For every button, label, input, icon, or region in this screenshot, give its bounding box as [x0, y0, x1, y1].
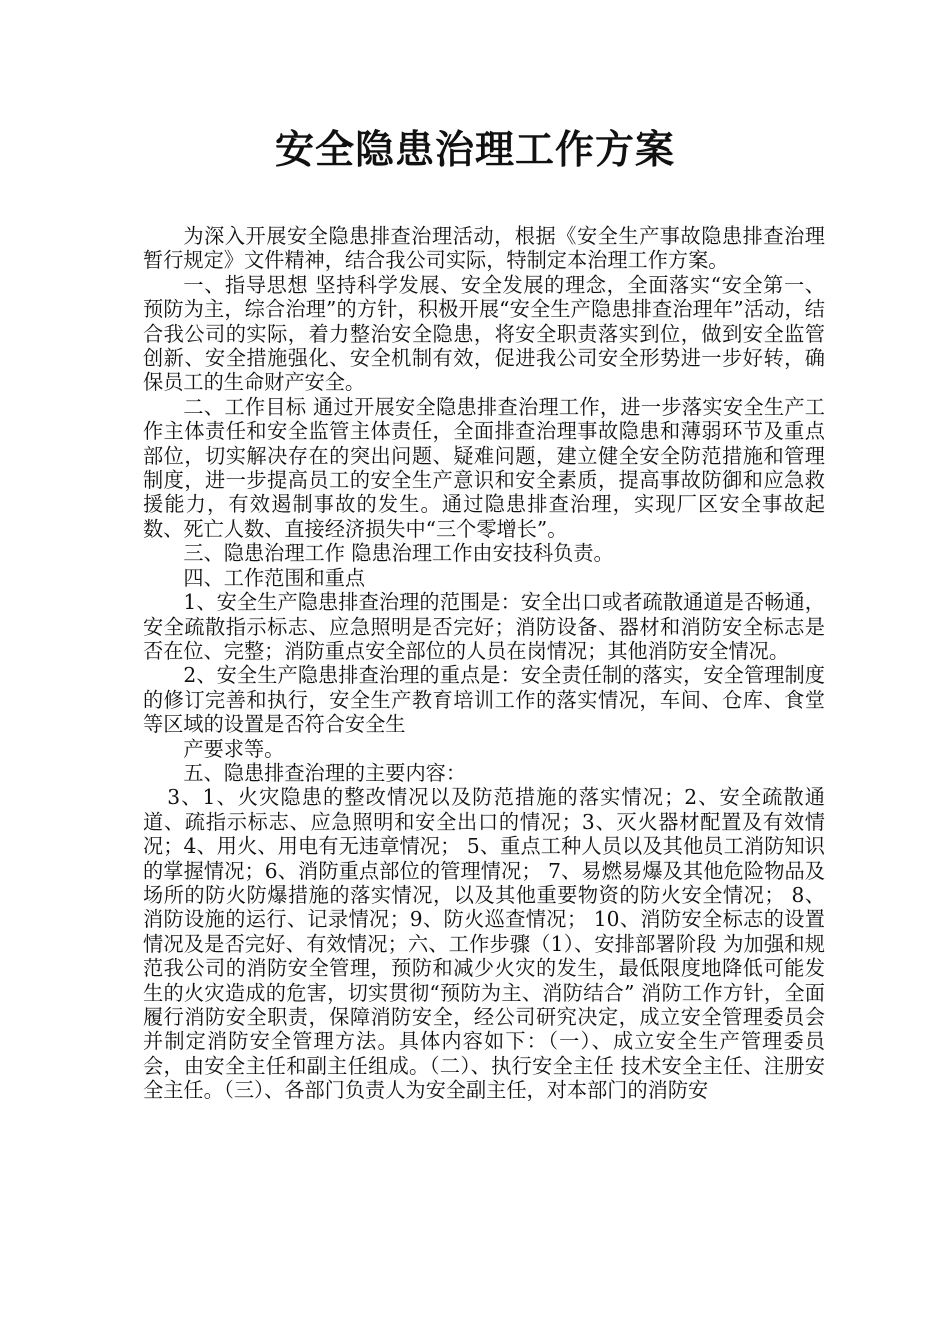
paragraph-work-goal: 二、工作目标 通过开展安全隐患排查治理工作，进一步落实安全生产工作主体责任和安全监管主体责任，全面排查治理事故隐患和薄弱环节及重点部位，切实解决存在的突出问题、疑难问题，建立健全安全防范措施和管理制度，进一步提高员工的安全生产意识和安全素质，提高事故防御和应急救援能力，有效遏制事故的发生。通过隐患排查治理，实现厂区安全事故起数、死亡人数、直接经济损失中“三个零增长”。: [143, 394, 825, 541]
paragraph-scope-item-2: 2、安全生产隐患排查治理的重点是：安全责任制的落实，安全管理制度的修订完善和执行，安全生产教育培训工作的落实情况，车间、仓库、食堂等区域的设置是否符合安全生: [143, 663, 825, 737]
document-body: [143, 224, 825, 1103]
document-title: 安全隐患治理工作方案: [274, 127, 675, 173]
paragraph-guiding-principle: 一、指导思想 坚持科学发展、安全发展的理念，全面落实“安全第一、预防为主，综合治理”的方针，积极开展“安全生产隐患排查治理年”活动，结合我公司的实际，着力整治安全隐患，将安全职责落实到位，做到安全监管创新、安全措施强化、安全机制有效，促进我公司安全形势进一步好转，确保员工的生命财产安全。: [143, 272, 825, 395]
paragraph-scope-heading: 四、工作范围和重点: [183, 565, 366, 590]
paragraph-scope-item-2-continued: 产要求等。: [183, 736, 285, 761]
paragraph-scope-item-1: 1、安全生产隐患排查治理的范围是：安全出口或者疏散通道是否畅通，安全疏散指示标志、应急照明是否完好；消防设备、器材和消防安全标志是否在位、完整；消防重点安全部位的人员在岗情况；其他消防安全情况。: [143, 590, 825, 663]
paragraph-main-content-list: 3、1、火灾隐患的整改情况以及防范措施的落实情况；2、安全疏散通道、疏指示标志、应急照明和安全出口的情况；3、灭火器材配置及有效情况；4、用火、用电有无违章情况； 5、重点工种人员以及其他员工消防知识的掌握情况；6、消防重点部位的管理情况； 7、易燃易爆及其他危险物品及场所的防火防爆措施的落实情况，以及其他重要物资的防火安全情况； 8、消防设施的运行、记录情况；9、防火巡查情况； 10、消防安全标志的设置情况及是否完好、有效情况；六、工作步骤（1）、安排部署阶段 为加强和规范我公司的消防安全管理，预防和减少火灾的发生，最低限度地降低可能发生的火灾造成的危害，切实贯彻“预防为主、消防结合” 消防工作方针，全面履行消防安全职责，保障消防安全，经公司研究决定，成立安全管理委员会并制定消防安全管理方法。具体内容如下：（一）、成立安全生产管理委员会，由安全主任和副主任组成。（二）、执行安全主任 技术安全主任、注册安全主任。（三）、各部门负责人为安全副主任，对本部门的消防安: [143, 785, 825, 1103]
paragraph-main-content-heading: 五、隐患排查治理的主要内容：: [183, 760, 467, 785]
paragraph-hazard-governance: 三、隐患治理工作 隐患治理工作由安技科负责。: [183, 541, 614, 566]
paragraph-intro: 为深入开展安全隐患排查治理活动，根据《安全生产事故隐患排查治理暂行规定》文件精神，结合我公司实际，特制定本治理工作方案。: [143, 224, 825, 273]
